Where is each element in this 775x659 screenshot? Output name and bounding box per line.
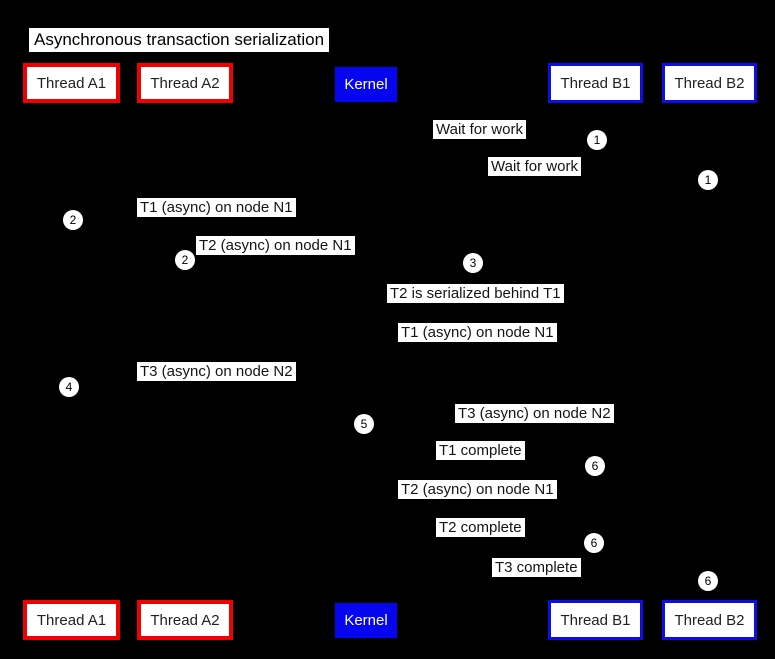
participant-bottom-thread-a1: Thread A1 — [23, 600, 120, 640]
message-label: T2 (async) on node N1 — [196, 236, 355, 255]
message-label: T3 (async) on node N2 — [455, 404, 614, 423]
participant-bottom-thread-a2: Thread A2 — [137, 600, 233, 640]
message-label: T1 complete — [436, 441, 525, 460]
participant-bottom-thread-b1: Thread B1 — [548, 600, 643, 640]
message-label: T1 (async) on node N1 — [398, 323, 557, 342]
message-label: Wait for work — [488, 157, 581, 176]
participant-top-thread-b2: Thread B2 — [662, 63, 757, 103]
step-badge: 3 — [463, 253, 483, 273]
message-label: T3 complete — [492, 558, 581, 577]
participant-bottom-thread-b2: Thread B2 — [662, 600, 757, 640]
message-label: T2 is serialized behind T1 — [387, 284, 564, 303]
step-badge: 6 — [585, 456, 605, 476]
step-badge: 4 — [59, 377, 79, 397]
step-badge: 2 — [63, 210, 83, 230]
message-label: T1 (async) on node N1 — [137, 198, 296, 217]
step-badge: 6 — [698, 571, 718, 591]
message-label: Wait for work — [433, 120, 526, 139]
step-badge: 1 — [587, 130, 607, 150]
participant-top-thread-a2: Thread A2 — [137, 63, 233, 103]
message-label: T3 (async) on node N2 — [137, 362, 296, 381]
message-label: T2 complete — [436, 518, 525, 537]
participant-top-thread-a1: Thread A1 — [23, 63, 120, 103]
diagram-title: Asynchronous transaction serialization — [29, 28, 329, 52]
step-badge: 2 — [175, 250, 195, 270]
participant-top-thread-b1: Thread B1 — [548, 63, 643, 103]
participant-bottom-kernel: Kernel — [335, 603, 397, 638]
step-badge: 1 — [698, 170, 718, 190]
participant-top-kernel: Kernel — [335, 67, 397, 102]
step-badge: 6 — [584, 533, 604, 553]
step-badge: 5 — [354, 414, 374, 434]
message-label: T2 (async) on node N1 — [398, 480, 557, 499]
